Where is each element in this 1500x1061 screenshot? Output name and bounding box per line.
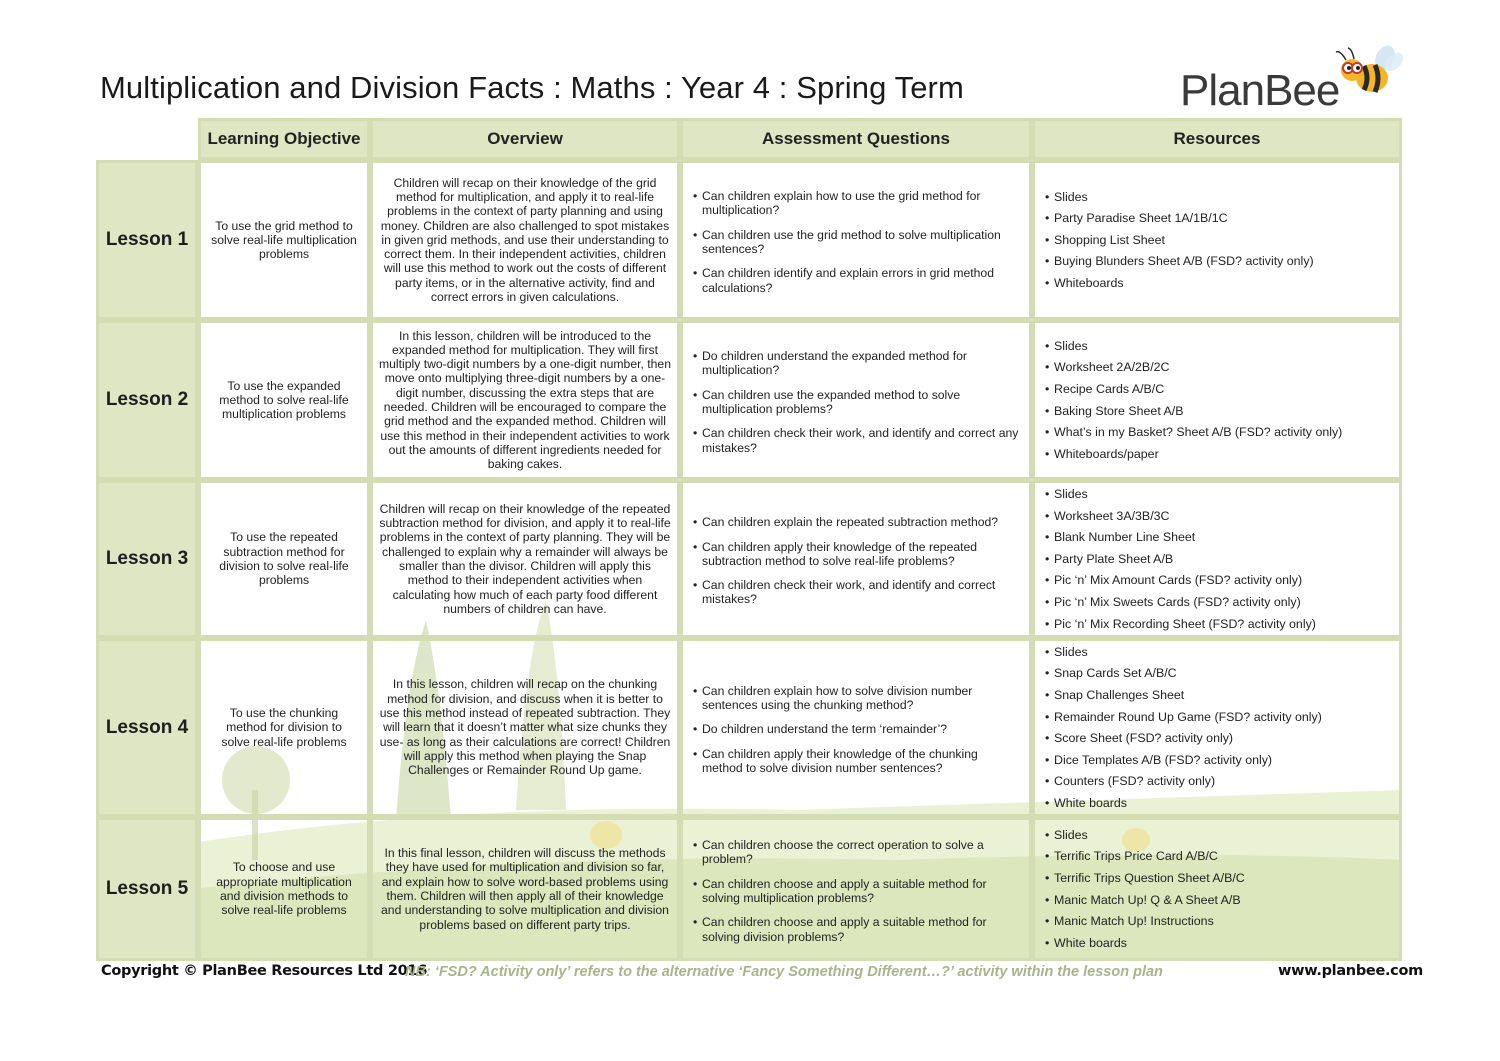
resource-item: • Pic ‘n’ Mix Recording Sheet (FSD? activity only) xyxy=(1045,617,1316,631)
question-list xyxy=(693,834,1019,944)
resource-item: • Slides xyxy=(1045,487,1316,501)
logo-bee-text: Bee xyxy=(1264,66,1340,115)
header-learning-objective: Learning Objective xyxy=(198,118,370,160)
question-item: • Can children choose and apply a suitable method for solving division problems? xyxy=(693,915,1019,944)
lesson-label: Lesson 5 xyxy=(96,817,198,961)
question-item: • Do children understand the term ‘remainder’? xyxy=(693,722,1019,736)
header-resources: Resources xyxy=(1032,118,1402,160)
resource-item: • Whiteboards/paper xyxy=(1045,447,1342,461)
bee-icon xyxy=(1328,44,1408,104)
resource-item: • Shopping List Sheet xyxy=(1045,233,1314,247)
resource-item: • Slides xyxy=(1045,828,1245,842)
overview-cell: Children will recap on their knowledge of the repeated subtraction method for division, and apply it to real-life problems in the context of party planning. They will be challenged to explain why a remainder will always be smaller than the divisor. Children will apply this method to their independent activities when calculating how much of each party food different numbers of children can have. xyxy=(370,480,680,638)
resource-item: • What’s in my Basket? Sheet A/B (FSD? activity only) xyxy=(1045,425,1342,439)
page-title: Multiplication and Division Facts : Maths : Year 4 : Spring Term xyxy=(100,70,964,105)
resource-list xyxy=(1045,828,1245,950)
lesson-label: Lesson 3 xyxy=(96,480,198,638)
assessment-questions-cell xyxy=(680,817,1032,961)
overview-cell: In this final lesson, children will discuss the methods they have used for multiplication and division so far, and explain how to solve word-based problems using them. Children will then apply all of their knowledge and understanding to solve multiplication and division problems based on different party trips. xyxy=(370,817,680,961)
resource-item: • Whiteboards xyxy=(1045,276,1314,290)
resource-item: • Terrific Trips Price Card A/B/C xyxy=(1045,849,1245,863)
learning-objective-cell: To choose and use appropriate multiplication and division methods to solve real-life problems xyxy=(198,817,370,961)
resource-item: • Score Sheet (FSD? activity only) xyxy=(1045,731,1322,745)
resource-list xyxy=(1045,339,1342,461)
question-item: • Can children explain how to solve division number sentences using the chunking method? xyxy=(693,684,1019,713)
resource-item: • Dice Templates A/B (FSD? activity only) xyxy=(1045,753,1322,767)
question-item: • Can children choose and apply a suitable method for solving multiplication problems? xyxy=(693,877,1019,906)
resource-item: • Remainder Round Up Game (FSD? activity only) xyxy=(1045,710,1322,724)
resource-item: • Counters (FSD? activity only) xyxy=(1045,774,1322,788)
copyright-notice: Copyright © PlanBee Resources Ltd 2016 xyxy=(101,963,427,979)
lesson-label: Lesson 2 xyxy=(96,320,198,480)
resource-item: • White boards xyxy=(1045,936,1245,950)
question-item: • Can children check their work, and identify and correct any mistakes? xyxy=(693,426,1019,455)
question-list xyxy=(693,345,1019,455)
question-item: • Can children apply their knowledge of the repeated subtraction method to solve real-life problems? xyxy=(693,540,1019,569)
resource-item: • Buying Blunders Sheet A/B (FSD? activity only) xyxy=(1045,254,1314,268)
assessment-questions-cell xyxy=(680,320,1032,480)
question-item: • Can children use the grid method to solve multiplication sentences? xyxy=(693,228,1019,257)
planbee-logo xyxy=(1180,44,1410,124)
question-list xyxy=(693,185,1019,295)
resources-cell xyxy=(1032,480,1402,638)
assessment-questions-cell xyxy=(680,160,1032,320)
question-item: • Can children explain the repeated subtraction method? xyxy=(693,515,1019,529)
resources-cell xyxy=(1032,320,1402,480)
question-item: • Can children choose the correct operation to solve a problem? xyxy=(693,838,1019,867)
fsd-footnote: NB: ‘FSD? Activity only’ refers to the alternative ‘Fancy Something Different…?’ activity within the lesson plan xyxy=(405,964,1163,980)
assessment-questions-cell xyxy=(680,638,1032,817)
resource-item: • Slides xyxy=(1045,645,1322,659)
logo-wordmark xyxy=(1180,66,1339,116)
resource-item: • Worksheet 3A/3B/3C xyxy=(1045,509,1316,523)
question-item: • Can children check their work, and identify and correct mistakes? xyxy=(693,578,1019,607)
resource-item: • Party Plate Sheet A/B xyxy=(1045,552,1316,566)
overview-cell: Children will recap on their knowledge of the grid method for multiplication, and apply it to real-life problems in the context of party planning and using money. Children are also challenged to spot mistakes in given grid methods, and use their understanding to correct them. In their independent activities, children will use this method to work out the costs of different party items, or in the alternative activity, find and correct errors in given calculations. xyxy=(370,160,680,320)
logo-plan: Plan xyxy=(1180,66,1265,115)
question-item: • Can children apply their knowledge of the chunking method to solve division number sentences? xyxy=(693,747,1019,776)
resources-cell xyxy=(1032,638,1402,817)
header-assessment-questions: Assessment Questions xyxy=(680,118,1032,160)
assessment-questions-cell xyxy=(680,480,1032,638)
overview-cell: In this lesson, children will be introduced to the expanded method for multiplication. They will first multiply two-digit numbers by a one-digit number, then move onto multiplying three-digit numbers by a one-digit number, discussing the extra steps that are needed. Children will be encouraged to compare the grid method and the expanded method. Children will use this method in their independent activities to work out the amounts of different ingredients needed for baking cakes. xyxy=(370,320,680,480)
resource-item: • Terrific Trips Question Sheet A/B/C xyxy=(1045,871,1245,885)
learning-objective-cell: To use the chunking method for division to solve real-life problems xyxy=(198,638,370,817)
resource-item: • Recipe Cards A/B/C xyxy=(1045,382,1342,396)
learning-objective-cell: To use the repeated subtraction method for division to solve real-life problems xyxy=(198,480,370,638)
question-list xyxy=(693,680,1019,775)
resource-item: • White boards xyxy=(1045,796,1322,810)
resource-item: • Slides xyxy=(1045,339,1342,353)
question-item: • Can children identify and explain errors in grid method calculations? xyxy=(693,266,1019,295)
learning-objective-cell: To use the grid method to solve real-life multiplication problems xyxy=(198,160,370,320)
question-item: • Can children explain how to use the grid method for multiplication? xyxy=(693,189,1019,218)
resource-item: • Snap Cards Set A/B/C xyxy=(1045,666,1322,680)
resource-item: • Snap Challenges Sheet xyxy=(1045,688,1322,702)
question-item: • Do children understand the expanded method for multiplication? xyxy=(693,349,1019,378)
resources-cell xyxy=(1032,817,1402,961)
resource-item: • Manic Match Up! Q & A Sheet A/B xyxy=(1045,893,1245,907)
learning-objective-cell: To use the expanded method to solve real-life multiplication problems xyxy=(198,320,370,480)
lesson-label: Lesson 4 xyxy=(96,638,198,817)
header-overview: Overview xyxy=(370,118,680,160)
resource-list xyxy=(1045,645,1322,810)
question-item: • Can children use the expanded method to solve multiplication problems? xyxy=(693,388,1019,417)
resource-item: • Manic Match Up! Instructions xyxy=(1045,914,1245,928)
resource-item: • Pic ‘n’ Mix Sweets Cards (FSD? activity only) xyxy=(1045,595,1316,609)
resource-item: • Slides xyxy=(1045,190,1314,204)
overview-cell: In this lesson, children will recap on the chunking method for division, and discuss when it is better to use this method instead of repeated subtraction. They will learn that it doesn’t matter what size chunks they use- as long as their calculations are correct! Children will apply this method when playing the Snap Challenges or Remainder Round Up game. xyxy=(370,638,680,817)
lesson-label: Lesson 1 xyxy=(96,160,198,320)
resource-item: • Baking Store Sheet A/B xyxy=(1045,404,1342,418)
resource-item: • Party Paradise Sheet 1A/1B/1C xyxy=(1045,211,1314,225)
resource-list xyxy=(1045,190,1314,291)
resource-list xyxy=(1045,487,1316,631)
resource-item: • Worksheet 2A/2B/2C xyxy=(1045,360,1342,374)
resource-item: • Blank Number Line Sheet xyxy=(1045,530,1316,544)
website-link[interactable]: www.planbee.com xyxy=(1278,963,1423,979)
resources-cell xyxy=(1032,160,1402,320)
resource-item: • Pic ‘n’ Mix Amount Cards (FSD? activity only) xyxy=(1045,573,1316,587)
question-list xyxy=(693,511,1019,606)
